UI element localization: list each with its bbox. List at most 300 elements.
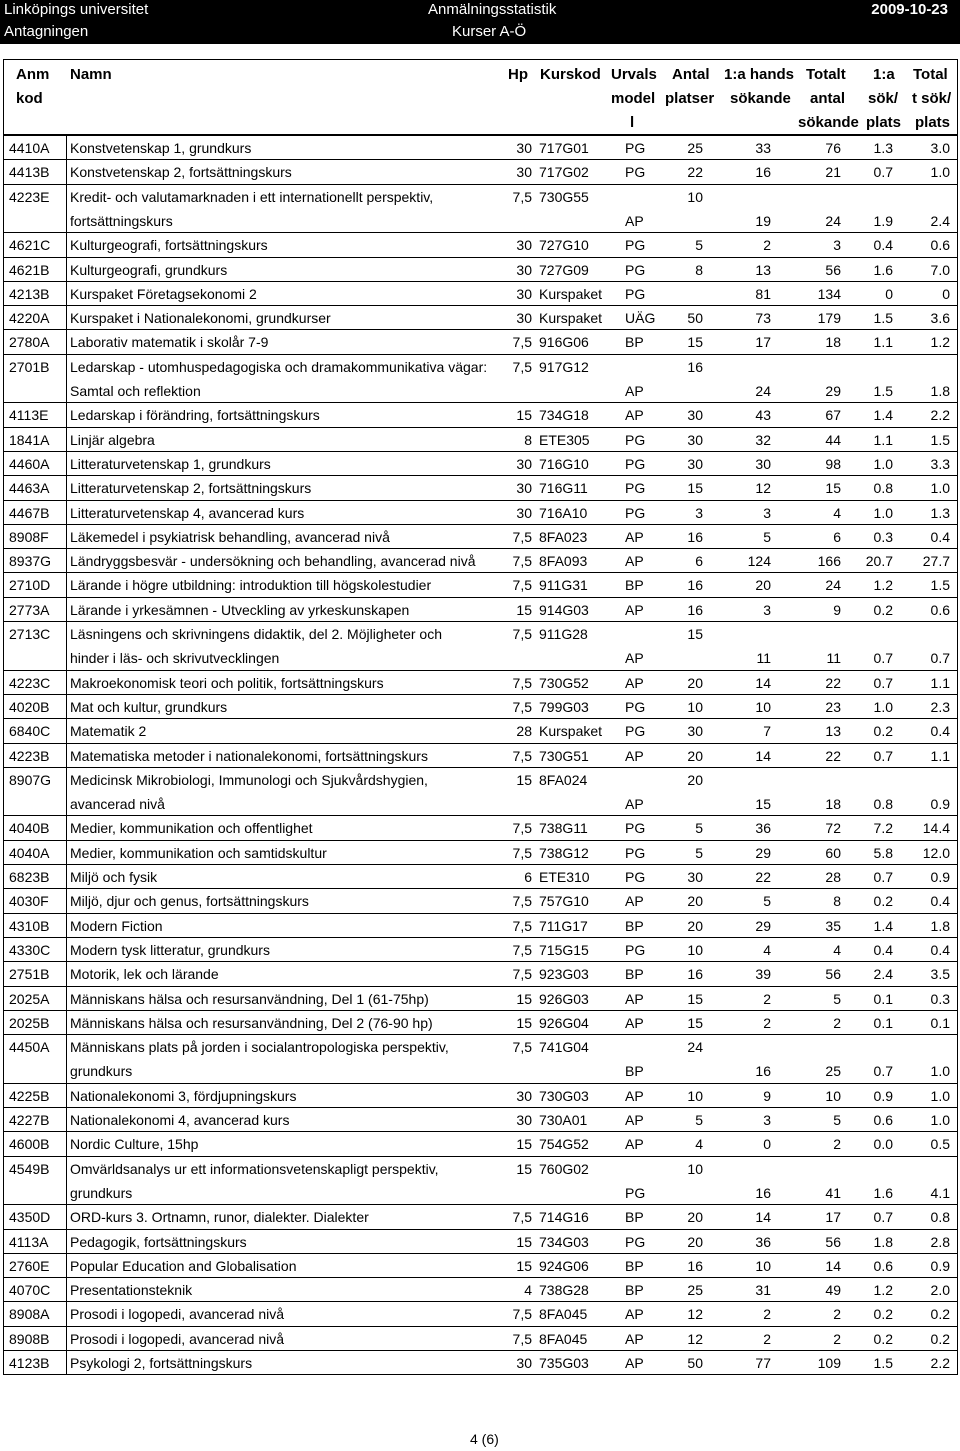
row-namn: Prosodi i logopedi, avancerad nivå <box>70 1306 285 1323</box>
row-hp: 30 <box>516 237 532 254</box>
table-row <box>3 427 958 451</box>
row-namn: Lärande i yrkesämnen - Utveckling av yrkeskunskapen <box>70 601 410 618</box>
row-total-applicants: 24 <box>825 577 841 594</box>
table-row <box>3 1229 958 1253</box>
row-urval: AP <box>625 1355 644 1371</box>
row-platser: 12 <box>687 1330 703 1347</box>
row-total-applicants: 72 <box>825 820 841 837</box>
row-total-applicants: 22 <box>825 674 841 691</box>
row-platser: 20 <box>687 771 703 788</box>
row-urval: AP <box>625 893 644 910</box>
row-hp: 30 <box>516 261 532 278</box>
row-total-applicants: 67 <box>825 407 841 424</box>
row-urval: AP <box>625 990 644 1007</box>
row-platser: 5 <box>695 1112 703 1128</box>
row-kurskod: 735G03 <box>539 1355 589 1371</box>
row-kod: 2025A <box>9 990 50 1007</box>
row-kurskod: 926G03 <box>539 990 589 1007</box>
row-ratio-first: 0 <box>885 285 893 302</box>
row-namn: Miljö och fysik <box>70 869 158 885</box>
row-kod: 8908F <box>9 528 49 545</box>
col-ratio2-line3: plats <box>915 114 951 131</box>
row-namn-line2: grundkurs <box>70 1184 133 1201</box>
row-namn: Nordic Culture, 15hp <box>70 1136 199 1153</box>
row-platser: 20 <box>687 674 703 691</box>
row-platser: 3 <box>695 504 703 521</box>
row-kod: 4223B <box>9 747 50 764</box>
table-row <box>3 1107 958 1131</box>
row-total-applicants: 4 <box>833 504 841 521</box>
row-total-applicants: 5 <box>833 990 841 1007</box>
row-namn: Presentationsteknik <box>70 1282 193 1299</box>
row-kurskod: Kurspaket <box>539 285 603 302</box>
col-urval-line2: model <box>611 90 656 107</box>
row-first-applicants: 2 <box>763 1014 771 1031</box>
row-hp: 15 <box>516 1160 532 1177</box>
row-total-applicants: 166 <box>817 553 841 570</box>
row-hp: 7,5 <box>512 1330 532 1347</box>
row-total-applicants: 8 <box>833 893 841 910</box>
row-ratio-total: 1.5 <box>930 577 950 594</box>
row-ratio-first: 0.1 <box>873 990 893 1007</box>
row-ratio-first: 7.2 <box>873 820 893 837</box>
row-ratio-total: 1.0 <box>930 1063 950 1080</box>
row-first-applicants: 33 <box>755 140 771 156</box>
row-first-applicants: 17 <box>755 334 771 351</box>
row-kod: 4040B <box>9 820 50 837</box>
row-ratio-total: 27.7 <box>922 553 950 570</box>
row-hp: 7,5 <box>512 966 532 983</box>
table-row <box>3 159 958 183</box>
row-ratio-first: 0.2 <box>873 723 893 740</box>
row-ratio-first: 0.3 <box>873 528 893 545</box>
row-kod: 2760E <box>9 1257 50 1274</box>
row-first-applicants: 14 <box>755 674 771 691</box>
row-namn: Kulturgeografi, grundkurs <box>70 261 228 278</box>
row-platser: 30 <box>687 455 703 472</box>
table-row <box>3 864 958 888</box>
col-ratio1-line3: plats <box>866 114 902 131</box>
row-ratio-total: 3.5 <box>930 966 950 983</box>
table-row <box>3 913 958 937</box>
row-ratio-first: 1.4 <box>873 407 893 424</box>
row-kod: 4070C <box>9 1282 51 1299</box>
row-ratio-total: 0.6 <box>930 601 950 618</box>
row-urval: AP <box>625 674 644 691</box>
row-hp: 7,5 <box>512 1306 532 1323</box>
row-total-applicants: 10 <box>825 1087 841 1104</box>
row-kurskod: 730G03 <box>539 1087 589 1104</box>
row-first-applicants: 36 <box>755 820 771 837</box>
row-ratio-first: 1.5 <box>873 310 893 327</box>
row-kod: 4621C <box>9 237 51 254</box>
row-kurskod: 741G04 <box>539 1039 589 1056</box>
row-ratio-first: 0.2 <box>873 893 893 910</box>
row-ratio-total: 0.4 <box>930 528 950 545</box>
table-row <box>3 1301 958 1325</box>
row-kod: 4225B <box>9 1087 50 1104</box>
row-first-applicants: 2 <box>763 237 771 254</box>
row-namn-line2: fortsättningskurs <box>70 212 173 229</box>
row-first-applicants: 16 <box>755 1063 771 1080</box>
row-first-applicants: 16 <box>755 164 771 181</box>
col-platser-line2: platser <box>665 90 715 107</box>
row-urval: PG <box>625 285 646 302</box>
row-ratio-first: 0.2 <box>873 1330 893 1347</box>
row-kurskod: 734G18 <box>539 407 589 424</box>
row-first-applicants: 7 <box>763 723 771 740</box>
row-kod: 2773A <box>9 601 50 618</box>
row-ratio-total: 2.8 <box>930 1233 950 1250</box>
row-total-applicants: 9 <box>833 601 841 618</box>
row-kurskod: Kurspaket <box>539 310 603 327</box>
row-kod: 8908B <box>9 1330 50 1347</box>
row-namn: Människans hälsa och resursanvändning, Del 1 (61-75hp) <box>70 990 429 1007</box>
row-namn: Prosodi i logopedi, avancerad nivå <box>70 1330 285 1347</box>
row-hp: 8 <box>524 431 532 448</box>
row-first-applicants: 81 <box>755 285 771 302</box>
col-first-line1: 1:a hands <box>724 66 795 83</box>
row-hp: 7,5 <box>512 528 532 545</box>
row-urval: AP <box>625 1014 644 1031</box>
row-ratio-first: 0.7 <box>873 650 893 666</box>
row-namn: Omvärldsanalys ur ett informationsvetenskapligt perspektiv, <box>70 1160 439 1177</box>
row-total-applicants: 41 <box>825 1184 841 1201</box>
row-total-applicants: 6 <box>833 528 841 545</box>
row-namn-line2: Samtal och reflektion <box>70 382 201 399</box>
row-platser: 20 <box>687 893 703 910</box>
row-urval: BP <box>625 577 644 594</box>
row-kurskod: 923G03 <box>539 966 589 983</box>
row-ratio-first: 0.2 <box>873 601 893 618</box>
row-urval: AP <box>625 1330 644 1347</box>
row-kod: 4123B <box>9 1355 50 1371</box>
row-ratio-first: 0.6 <box>873 1112 893 1128</box>
row-namn-line2: hinder i läs- och skrivutvecklingen <box>70 650 280 666</box>
row-urval: AP <box>625 212 644 229</box>
row-urval: PG <box>625 261 646 278</box>
row-ratio-total: 1.0 <box>930 1087 950 1104</box>
row-ratio-first: 5.8 <box>873 844 893 861</box>
col-totalt-line1: Totalt <box>806 66 846 83</box>
row-total-applicants: 29 <box>825 382 841 399</box>
row-total-applicants: 3 <box>833 237 841 254</box>
row-total-applicants: 21 <box>825 164 841 181</box>
table-row <box>3 524 958 548</box>
table-row <box>3 232 958 256</box>
row-total-applicants: 13 <box>825 723 841 740</box>
row-ratio-first: 0.8 <box>873 480 893 497</box>
row-first-applicants: 39 <box>755 966 771 983</box>
row-total-applicants: 24 <box>825 212 841 229</box>
row-namn: Mat och kultur, grundkurs <box>70 698 228 715</box>
row-platser: 50 <box>687 1355 703 1371</box>
table-row <box>3 402 958 426</box>
row-ratio-first: 1.6 <box>873 261 893 278</box>
row-ratio-total: 3.6 <box>930 310 950 327</box>
row-total-applicants: 109 <box>817 1355 841 1371</box>
row-namn: Nationalekonomi 3, fördjupningskurs <box>70 1087 297 1104</box>
row-kurskod: 799G03 <box>539 698 589 715</box>
row-namn: Medier, kommunikation och offentlighet <box>70 820 313 837</box>
row-ratio-total: 0.2 <box>930 1330 950 1347</box>
row-namn: Matematiska metoder i nationalekonomi, fortsättningskurs <box>70 747 428 764</box>
row-kurskod: ETE310 <box>539 869 590 885</box>
row-total-applicants: 44 <box>825 431 841 448</box>
row-ratio-first: 0.0 <box>873 1136 893 1153</box>
table-row <box>3 500 958 524</box>
row-kod: 1841A <box>9 431 50 448</box>
university-name: Linköpings universitet <box>4 1 149 18</box>
row-ratio-total: 2.2 <box>930 407 950 424</box>
row-total-applicants: 56 <box>825 966 841 983</box>
table-row <box>3 1277 958 1301</box>
row-first-applicants: 20 <box>755 577 771 594</box>
row-ratio-first: 0.7 <box>873 674 893 691</box>
row-urval: PG <box>625 455 646 472</box>
col-kurskod: Kurskod <box>540 66 601 83</box>
row-total-applicants: 2 <box>833 1136 841 1153</box>
row-kurskod: 760G02 <box>539 1160 589 1177</box>
row-kod: 8937G <box>9 553 52 570</box>
row-ratio-first: 0.4 <box>873 237 893 254</box>
col-ratio1-line1: 1:a <box>873 66 895 83</box>
table-row <box>3 305 958 329</box>
row-ratio-first: 0.7 <box>873 1209 893 1226</box>
row-ratio-first: 0.7 <box>873 164 893 181</box>
row-ratio-total: 0.3 <box>930 990 950 1007</box>
table-row <box>3 597 958 621</box>
row-ratio-total: 0.4 <box>930 723 950 740</box>
row-platser: 10 <box>687 1087 703 1104</box>
table-row <box>3 718 958 742</box>
row-urval: UÄG <box>625 310 656 327</box>
table-row <box>3 354 958 403</box>
row-platser: 16 <box>687 528 703 545</box>
row-ratio-total: 2.2 <box>930 1355 950 1371</box>
row-platser: 15 <box>687 334 703 351</box>
row-kod: 8908A <box>9 1306 50 1323</box>
row-hp: 7,5 <box>512 820 532 837</box>
row-platser: 10 <box>687 188 703 205</box>
row-first-applicants: 2 <box>763 1330 771 1347</box>
row-total-applicants: 49 <box>825 1282 841 1299</box>
row-first-applicants: 73 <box>755 310 771 327</box>
row-ratio-total: 12.0 <box>922 844 950 861</box>
row-ratio-first: 1.8 <box>873 1233 893 1250</box>
row-namn: Litteraturvetenskap 1, grundkurs <box>70 455 271 472</box>
col-ratio2-line2: t sök/ <box>912 90 952 107</box>
row-kod: 4467B <box>9 504 50 521</box>
row-ratio-first: 0.4 <box>873 941 893 958</box>
row-ratio-total: 2.4 <box>930 212 950 229</box>
row-first-applicants: 29 <box>755 917 771 934</box>
row-platser: 4 <box>695 1136 703 1153</box>
row-platser: 25 <box>687 140 703 156</box>
row-namn: Ländryggsbesvär - undersökning och behandling, avancerad nivå <box>70 553 476 570</box>
row-total-applicants: 134 <box>817 285 841 302</box>
row-first-applicants: 13 <box>755 261 771 278</box>
row-hp: 30 <box>516 1112 532 1128</box>
row-hp: 7,5 <box>512 747 532 764</box>
row-ratio-first: 20.7 <box>865 553 893 570</box>
row-ratio-first: 1.2 <box>873 577 893 594</box>
row-kurskod: 926G04 <box>539 1014 589 1031</box>
row-kod: 4460A <box>9 455 50 472</box>
row-urval: PG <box>625 698 646 715</box>
col-kod-line1: Anm <box>16 66 50 83</box>
row-kod: 4549B <box>9 1160 50 1177</box>
row-urval: BP <box>625 917 644 934</box>
row-hp: 15 <box>516 1136 532 1153</box>
col-hp: Hp <box>508 66 528 83</box>
row-ratio-first: 0.2 <box>873 1306 893 1323</box>
row-platser: 16 <box>687 966 703 983</box>
row-hp: 15 <box>516 990 532 1007</box>
row-urval: BP <box>625 1063 644 1080</box>
table-row <box>3 1326 958 1350</box>
table-row <box>3 1350 958 1374</box>
row-ratio-total: 1.0 <box>930 480 950 497</box>
row-ratio-total: 0.4 <box>930 941 950 958</box>
row-total-applicants: 15 <box>825 480 841 497</box>
row-urval: PG <box>625 431 646 448</box>
row-kurskod: 714G16 <box>539 1209 589 1226</box>
row-ratio-total: 0.9 <box>930 1257 950 1274</box>
row-urval: PG <box>625 237 646 254</box>
row-first-applicants: 3 <box>763 1112 771 1128</box>
row-first-applicants: 11 <box>756 650 771 666</box>
row-kod: 4600B <box>9 1136 50 1153</box>
row-ratio-first: 1.5 <box>873 1355 893 1371</box>
row-platser: 5 <box>695 844 703 861</box>
row-hp: 7,5 <box>512 698 532 715</box>
row-namn-line2: grundkurs <box>70 1063 133 1080</box>
row-total-applicants: 35 <box>825 917 841 934</box>
row-kurskod: 717G02 <box>539 164 589 181</box>
row-namn: ORD-kurs 3. Ortnamn, runor, dialekter. Dialekter <box>70 1209 369 1226</box>
row-first-applicants: 43 <box>755 407 771 424</box>
row-first-applicants: 24 <box>755 382 771 399</box>
row-first-applicants: 10 <box>755 698 771 715</box>
row-kurskod: 716G10 <box>539 455 589 472</box>
top-bar <box>0 0 960 44</box>
row-namn: Miljö, djur och genus, fortsättningskurs <box>70 893 309 910</box>
table-row <box>3 281 958 305</box>
row-kod: 4410A <box>9 140 50 156</box>
row-hp: 7,5 <box>512 334 532 351</box>
row-total-applicants: 2 <box>833 1014 841 1031</box>
row-kod: 4463A <box>9 480 50 497</box>
row-ratio-total: 2.3 <box>930 698 950 715</box>
row-kurskod: 8FA023 <box>539 528 588 545</box>
row-kurskod: 727G10 <box>539 237 589 254</box>
row-kod: 4113A <box>9 1233 49 1250</box>
row-hp: 15 <box>516 771 532 788</box>
admission-label: Antagningen <box>4 23 89 40</box>
row-namn: Kredit- och valutamarknaden i ett internationellt perspektiv, <box>70 188 434 205</box>
row-namn: Litteraturvetenskap 2, fortsättningskurs <box>70 480 312 497</box>
table-row <box>3 1034 958 1083</box>
row-first-applicants: 30 <box>755 455 771 472</box>
row-ratio-total: 4.1 <box>930 1184 950 1201</box>
table-row <box>3 888 958 912</box>
table-row <box>3 257 958 281</box>
row-ratio-first: 0.7 <box>873 747 893 764</box>
row-kurskod: 8FA045 <box>539 1306 588 1323</box>
row-platser: 20 <box>687 747 703 764</box>
row-first-applicants: 16 <box>755 1184 771 1201</box>
row-kod: 4223C <box>9 674 51 691</box>
row-ratio-total: 0.9 <box>930 795 950 812</box>
row-namn: Matematik 2 <box>70 723 147 740</box>
row-hp: 15 <box>516 1014 532 1031</box>
row-kurskod: 754G52 <box>539 1136 589 1153</box>
row-namn: Medicinsk Mikrobiologi, Immunologi och Sjukvårdshygien, <box>70 771 428 788</box>
row-hp: 30 <box>516 140 532 156</box>
row-hp: 30 <box>516 1355 532 1371</box>
row-namn-line2: avancerad nivå <box>70 795 165 812</box>
table-row <box>3 475 958 499</box>
row-hp: 30 <box>516 455 532 472</box>
col-ratio1-line2: sök/ <box>868 90 899 107</box>
row-hp: 30 <box>516 480 532 497</box>
row-total-applicants: 56 <box>825 261 841 278</box>
row-urval: AP <box>625 382 644 399</box>
table-row <box>3 548 958 572</box>
row-ratio-first: 0.6 <box>873 1257 893 1274</box>
row-ratio-first: 0.7 <box>873 869 893 885</box>
row-platser: 10 <box>687 1160 703 1177</box>
row-kod: 4113E <box>9 407 49 424</box>
row-first-applicants: 5 <box>763 528 771 545</box>
row-kod: 4040A <box>9 844 50 861</box>
row-hp: 7,5 <box>512 1039 532 1056</box>
row-hp: 30 <box>516 164 532 181</box>
row-kurskod: 8FA093 <box>539 553 588 570</box>
row-platser: 22 <box>687 164 703 181</box>
row-total-applicants: 2 <box>833 1306 841 1323</box>
row-total-applicants: 11 <box>826 650 841 666</box>
row-namn: Motorik, lek och lärande <box>70 966 219 983</box>
table-row <box>3 767 958 816</box>
row-namn: Kurspaket i Nationalekonomi, grundkurser <box>70 310 331 327</box>
row-hp: 15 <box>516 407 532 424</box>
row-kurskod: 911G28 <box>539 626 588 642</box>
row-kod: 4020B <box>9 698 50 715</box>
table-row <box>3 184 958 233</box>
row-kod: 2701B <box>9 358 50 375</box>
row-first-applicants: 3 <box>763 601 771 618</box>
row-namn: Kurspaket Företagsekonomi 2 <box>70 285 257 302</box>
row-urval: AP <box>625 553 644 570</box>
row-namn: Kulturgeografi, fortsättningskurs <box>70 237 268 254</box>
row-first-applicants: 19 <box>755 212 771 229</box>
row-ratio-first: 1.6 <box>873 1184 893 1201</box>
row-kod: 8907G <box>9 771 52 788</box>
row-namn: Människans hälsa och resursanvändning, Del 2 (76-90 hp) <box>70 1014 433 1031</box>
row-kurskod: 924G06 <box>539 1257 589 1274</box>
row-hp: 7,5 <box>512 917 532 934</box>
row-namn: Lärande i högre utbildning: introduktion till högskolestudier <box>70 577 432 594</box>
row-kod: 4330C <box>9 941 51 958</box>
row-hp: 15 <box>516 1257 532 1274</box>
table-row <box>3 670 958 694</box>
row-kurskod: 730G51 <box>539 747 589 764</box>
row-ratio-first: 1.4 <box>873 917 893 934</box>
row-kurskod: 911G31 <box>539 577 588 594</box>
row-hp: 7,5 <box>512 941 532 958</box>
